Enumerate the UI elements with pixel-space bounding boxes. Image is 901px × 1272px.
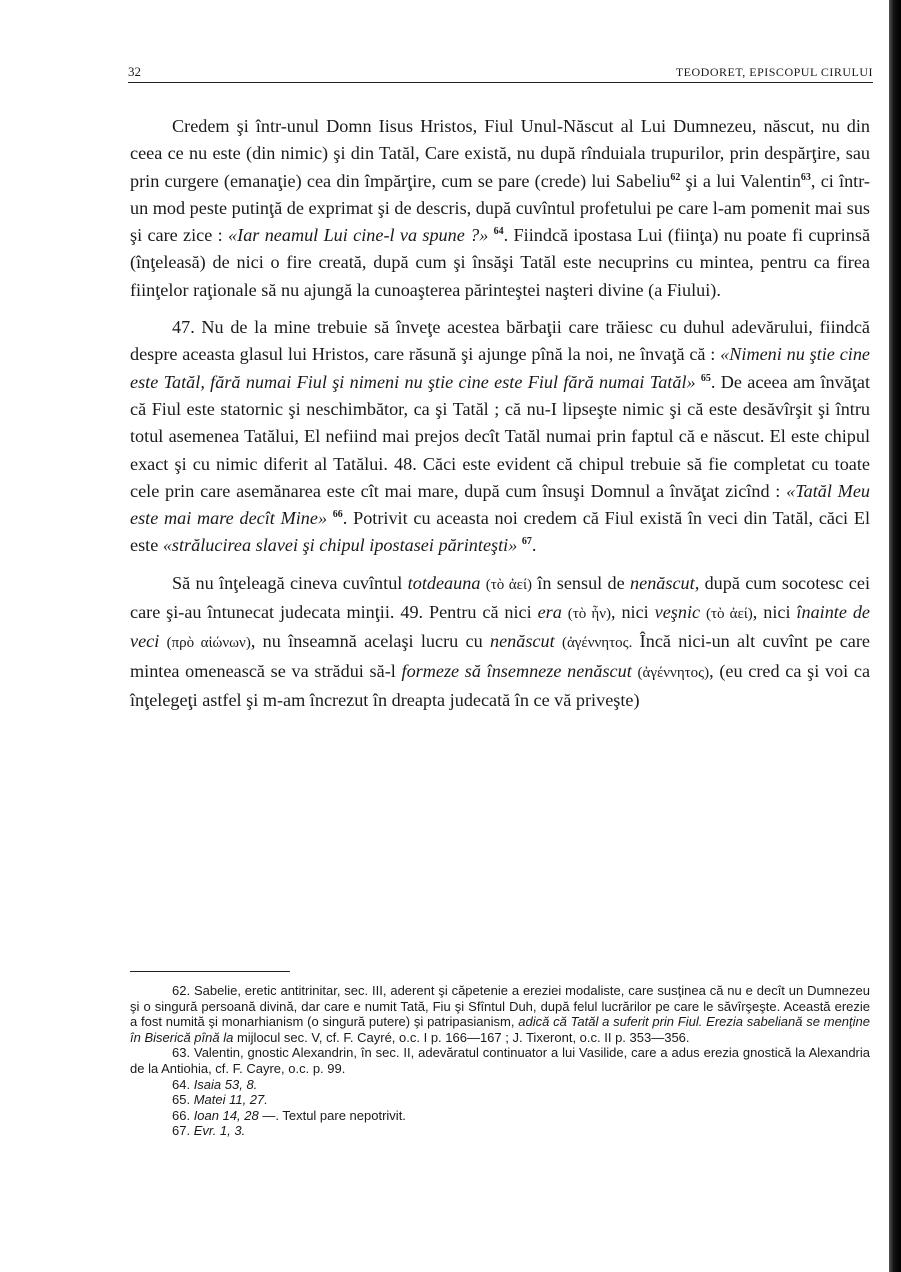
text-span: , nici <box>752 602 797 623</box>
text-span: după cum socotesc cei care şi-au întunecat judecata minţii. 49. Pentru că nici <box>130 572 870 623</box>
text-span: 67. <box>172 1123 194 1139</box>
italic-span: era <box>537 602 562 623</box>
text-span <box>159 631 166 651</box>
text-span: 65. <box>172 1092 194 1108</box>
footnote <box>130 1108 870 1124</box>
running-head: TEODORET, EPISCOPUL CIRULUI <box>675 65 873 79</box>
text-span: . De aceea am învăţat că Fiul este statornic şi neschimbător, ca şi Tatăl ; că nu-I lipseşte nimic şi că este desăvîrşit şi întru totul asemenea Tatălui, El nefiind mai prejos decît Tatăl numai prin faptul că e născut. El este chipul exact şi cu nimic diferit al Tatălui. 48. Căci este evident că chipul trebuie să fie completat cu toate cele prin care asemănarea este cît mai mare, după cum însuşi Domnul a învăţat zicînd : <box>130 371 870 501</box>
main-text <box>130 113 870 714</box>
footnote-ref: 65 <box>700 372 711 384</box>
italic-span: «Iar neamul Lui cine-l va spune ?» <box>228 225 489 246</box>
greek-term: (τὸ ἦν) <box>567 606 611 623</box>
footnote <box>130 1092 870 1108</box>
italic-span: adică că Tatăl a suferit prin Fiul. Erezia sabeliană se menţine în Biserică pînă la <box>130 1014 870 1045</box>
text-span: Încă nici-un alt cuvînt pe care mintea omenească se va strădui să-l <box>130 631 871 681</box>
footnote-ref: 67 <box>521 536 532 548</box>
paragraph <box>130 113 870 304</box>
footnotes <box>130 983 870 1139</box>
text-span <box>555 631 562 651</box>
footnote <box>130 983 870 1045</box>
greek-term: (τὸ ἀεί) <box>705 606 753 623</box>
text-span: în sensul de <box>531 572 631 593</box>
text-span: 66. <box>172 1107 194 1123</box>
text-span: , nu înseamnă acelaşi lucru cu <box>250 631 490 652</box>
footnote-separator <box>130 971 290 972</box>
italic-span: formeze să însemneze nenăscut <box>401 660 632 681</box>
italic-span: Matei 11, 27. <box>193 1092 268 1108</box>
text-span: 63. Valentin, gnostic Alexandrin, în sec. II, adevăratul continuator a lui Vasilide, care a adus erezia gnostică la Alexandria de la Antiohia, cf. F. Cayre, o.c. p. 99. <box>130 1045 870 1076</box>
italic-span: Ioan 14, 28 <box>193 1107 259 1123</box>
italic-span: nenăscut <box>490 631 555 652</box>
text-span: şi a lui Valentin <box>680 170 801 191</box>
paragraph <box>130 314 870 560</box>
italic-span: Isaia 53, 8. <box>193 1076 258 1092</box>
text-span: Credem şi într-unul Domn Iisus Hristos, Fiul Unul-Născut al Lui Dumnezeu, născut, nu din ceea ce nu este (din nimic) şi din Tatăl, Care există, nu după rînduiala trupurilor, prin despărţire, sau prin curgere (emanaţie) cea din împărţire, cum se pare (crede) lui Sabeliu <box>130 116 870 191</box>
text-span: . Fiindcă ipostasa Lui (fiinţa) nu poate fi cuprinsă (înţeleasă) de nici o fire creată, după cum şi însăşi Tatăl este necuprins cu mintea, pentru ca firea fiinţelor raţionale să nu ajungă la cunoaşterea părinteştei naşteri divine (a Fiului). <box>130 225 871 300</box>
italic-span: «Nimeni nu ştie cine este Tatăl, fără numai Fiul şi nimeni nu ştie cine este Fiul fără numai Tatăl» <box>130 344 870 392</box>
page-number: 32 <box>128 64 141 79</box>
greek-term: (ἀγέννητος. <box>561 635 633 652</box>
text-span: 64. <box>172 1076 194 1092</box>
text-span: , nici <box>611 602 655 623</box>
text-span: —. Textul pare nepotrivit. <box>258 1107 406 1123</box>
italic-span: veşnic <box>654 602 701 623</box>
italic-span: «strălucirea slavei şi chipul ipostasei părinteşti» <box>162 535 518 556</box>
text-span: mijlocul sec. V, cf. F. Cayré, o.c. I p. 166—167 ; J. Tixeront, o.c. II p. 353—356. <box>233 1029 690 1045</box>
text-span: 62. Sabelie, eretic antitrinitar, sec. III, aderent şi căpetenie a ereziei modaliste, care susţinea că nu e decît un Dumnezeu şi o singură persoană divină, dar care e numit Tată, Fiu şi Sfîntul Duh, după felul lucrărilor pe care le săvîrşeşte. Această erezie a fost numită şi monarhianism (o singură putere) şi patripasianism, <box>130 983 870 1030</box>
italic-span: Evr. 1, 3. <box>193 1123 246 1139</box>
text-span: , (eu cred ca şi voi ca înţelegeţi astfel şi m-am încrezut în dreapta judecată în ce vă priveşte) <box>130 660 871 710</box>
italic-span: înainte de veci <box>130 602 870 652</box>
footnote-ref: 63 <box>800 171 811 183</box>
italic-span: totdeauna <box>407 572 481 593</box>
footnote <box>130 1077 870 1093</box>
italic-span: «Tatăl Meu este mai mare decît Mine» <box>130 480 870 529</box>
greek-term: (ἀγέννητος) <box>637 664 710 681</box>
scan-edge-shadow <box>889 0 901 1272</box>
italic-span: nenăscut, <box>630 572 700 593</box>
footnote <box>130 1123 870 1139</box>
greek-term: (τὸ ἀεί) <box>485 576 532 593</box>
page-header <box>128 62 873 83</box>
paragraph <box>130 570 870 714</box>
text-span: , ci într-un mod peste putinţă de exprimat şi de descris, după cuvîntul profetului pe care l-am pomenit mai sus şi care zice : <box>130 170 870 246</box>
text-span: Să nu înţeleagă cineva cuvîntul <box>172 572 408 593</box>
footnote-ref: 64 <box>493 226 504 238</box>
text-span: . Potrivit cu aceasta noi credem că Fiul există în veci din Tatăl, căci El este <box>130 508 871 556</box>
footnote-ref: 62 <box>670 171 681 183</box>
greek-term: (πρὸ αἰώνων) <box>166 635 251 652</box>
footnote <box>130 1045 870 1076</box>
text-span: . <box>531 535 537 556</box>
text-span: 47. Nu de la mine trebuie să înveţe acestea bărbaţii care trăiesc cu duhul adevărului, fiindcă despre aceasta glasul lui Hristos, care răsună şi ajunge pînă la noi, ne învaţă că : <box>130 317 870 365</box>
footnote-ref: 66 <box>332 509 343 521</box>
